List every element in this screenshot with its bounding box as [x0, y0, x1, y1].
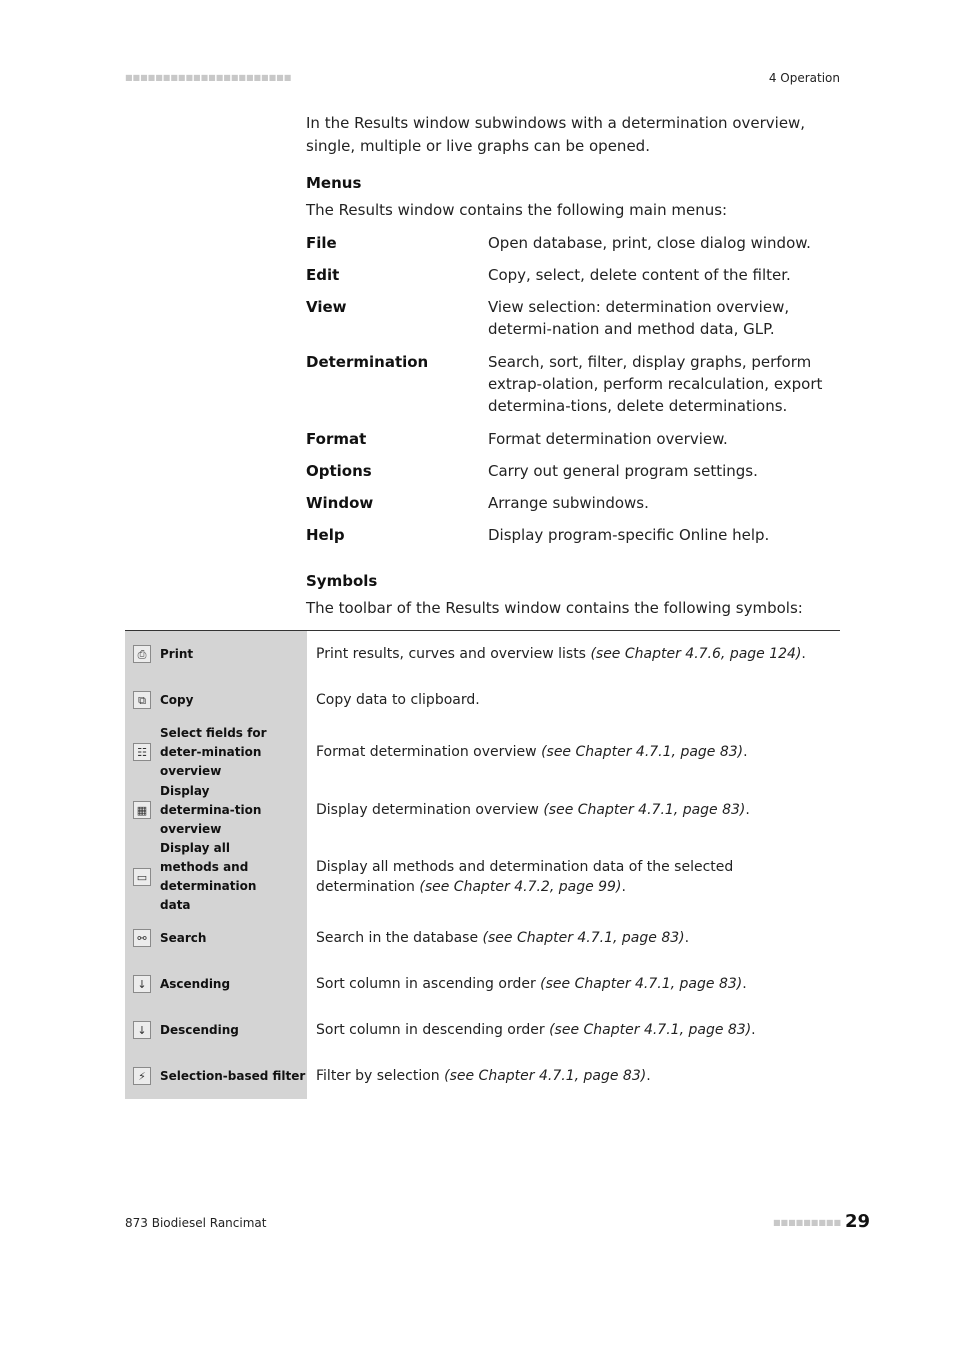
menu-description: Format determination overview.	[488, 430, 728, 448]
symbol-description: Search in the database (see Chapter 4.7.1, page 83).	[316, 930, 690, 946]
printer-icon: ⎙	[133, 645, 151, 663]
menu-row-help	[306, 524, 840, 556]
menu-row-determination	[306, 351, 840, 428]
footer-decoration: ■■■■■■■■■	[773, 1218, 842, 1227]
symbol-name: Display determina-tion overview	[160, 783, 262, 836]
menu-row-format	[306, 428, 840, 460]
menus-intro: The Results window contains the following main menus:	[306, 201, 728, 219]
symbol-row-selection-filter	[125, 1053, 840, 1099]
menu-row-window	[306, 492, 840, 524]
symbol-description: Sort column in descending order (see Chapter 4.7.1, page 83).	[316, 1022, 756, 1038]
menu-name: File	[306, 234, 337, 252]
symbol-description: Copy data to clipboard.	[316, 692, 480, 708]
intro-paragraph: In the Results window subwindows with a determination overview, single, multiple or live graphs can be opened.	[306, 114, 806, 155]
symbol-name: Ascending	[160, 976, 231, 991]
copy-icon: ⧉	[133, 691, 151, 709]
menu-description: Carry out general program settings.	[488, 462, 758, 480]
symbol-row-print	[125, 631, 840, 677]
symbol-name: Select fields for deter-mination overview	[160, 725, 267, 778]
symbol-row-search	[125, 915, 840, 961]
header-decoration: ■■■■■■■■■■■■■■■■■■■■■■	[125, 73, 292, 82]
symbol-description: Format determination overview (see Chapter 4.7.1, page 83).	[316, 744, 748, 760]
menu-description: View selection: determination overview, determi-nation and method data, GLP.	[488, 298, 790, 338]
menu-name: Options	[306, 462, 372, 480]
page-number: 29	[845, 1211, 871, 1232]
symbols-table	[125, 630, 840, 1099]
symbol-row-select-fields	[125, 723, 840, 781]
symbol-description: Print results, curves and overview lists (see Chapter 4.7.6, page 124).	[316, 646, 806, 662]
menu-row-view	[306, 296, 840, 351]
sort-ascending-icon: ↓	[133, 975, 151, 993]
select-fields-icon: ☷	[133, 743, 151, 761]
symbols-intro: The toolbar of the Results window contains the following symbols:	[306, 599, 803, 617]
footer-product-title: 873 Biodiesel Rancimat	[125, 1216, 267, 1230]
menu-name: Format	[306, 430, 367, 448]
menu-row-file	[306, 232, 840, 264]
symbol-name: Search	[160, 930, 207, 945]
method-data-icon: ▭	[133, 868, 151, 886]
menu-name: Edit	[306, 266, 340, 284]
symbol-description: Display all methods and determination data of the selected determination (see Chapter 4.7.2, page 99).	[316, 859, 734, 895]
binoculars-icon: ⚯	[133, 929, 151, 947]
symbol-name: Display all methods and determination data	[160, 841, 257, 912]
sort-descending-icon: ↓	[133, 1021, 151, 1039]
filter-selection-icon: ⚡	[133, 1067, 151, 1085]
symbol-name: Descending	[160, 1022, 239, 1037]
symbol-description: Sort column in ascending order (see Chapter 4.7.1, page 83).	[316, 976, 747, 992]
menu-description: Copy, select, delete content of the filter.	[488, 266, 791, 284]
symbol-name: Selection-based filter	[160, 1068, 306, 1083]
symbol-row-ascending	[125, 961, 840, 1007]
symbol-row-descending	[125, 1007, 840, 1053]
menu-name: Determination	[306, 353, 429, 371]
menu-row-edit	[306, 264, 840, 296]
menu-name: View	[306, 298, 347, 316]
symbol-name: Print	[160, 646, 194, 661]
table-overview-icon: ▦	[133, 801, 151, 819]
symbol-row-method-data	[125, 839, 840, 915]
menus-heading: Menus	[306, 174, 362, 192]
menu-name: Help	[306, 526, 345, 544]
symbols-heading: Symbols	[306, 572, 378, 590]
menu-row-options	[306, 460, 840, 492]
header-section-title: 4 Operation	[768, 71, 840, 85]
menu-description: Arrange subwindows.	[488, 494, 649, 512]
menu-description: Search, sort, filter, display graphs, perform extrap-olation, perform recalculation, export determina-tions, delete determinations.	[488, 353, 823, 415]
symbol-name: Copy	[160, 692, 194, 707]
menu-description: Open database, print, close dialog window.	[488, 234, 811, 252]
menu-description: Display program-specific Online help.	[488, 526, 770, 544]
symbol-row-determination-overview	[125, 781, 840, 839]
symbol-description: Display determination overview (see Chapter 4.7.1, page 83).	[316, 802, 750, 818]
symbol-description: Filter by selection (see Chapter 4.7.1, page 83).	[316, 1068, 651, 1084]
menu-name: Window	[306, 494, 374, 512]
symbol-row-copy	[125, 677, 840, 723]
menus-table	[306, 232, 840, 556]
